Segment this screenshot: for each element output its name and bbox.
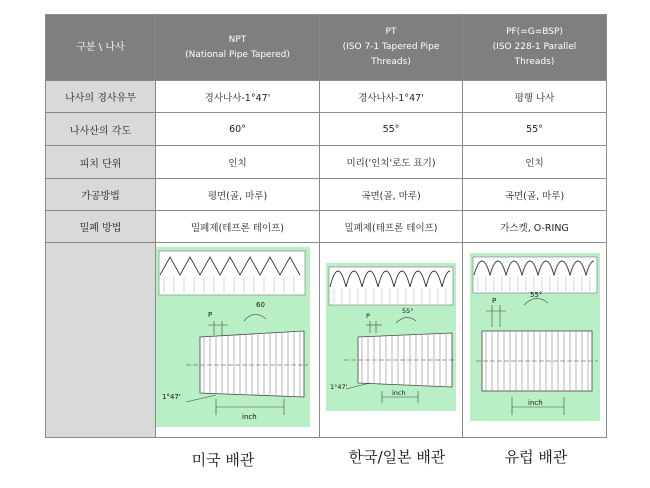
- corner-header: 구분 \ 나사: [46, 15, 156, 81]
- table-row: [46, 113, 607, 146]
- pf-header: [463, 15, 607, 81]
- npt-thread-diagram: [156, 247, 310, 427]
- npt-cell: 경사나사-1°47': [156, 81, 320, 113]
- npt-caption: 미국 배관: [191, 451, 255, 469]
- table-row: [46, 146, 607, 179]
- npt-cell: 밀폐제(테프론 테이프): [156, 211, 320, 243]
- pt-thread-diagram: [326, 263, 456, 411]
- table-row: [46, 81, 607, 113]
- pt-cell: 곡면(골, 마루): [320, 179, 463, 211]
- header-row: [46, 15, 607, 81]
- pt-cell: 밀폐제(테프론 테이프): [320, 211, 463, 243]
- pt-cell: 미리('인치'로도 표기): [320, 146, 463, 179]
- npt-thread-drawing: [156, 247, 310, 427]
- pf-cell: 55°: [463, 113, 607, 146]
- row-label: 나사산의 각도: [46, 113, 156, 146]
- table-row: [46, 211, 607, 243]
- pf-cell: 인치: [463, 146, 607, 179]
- npt-taper-label: 1°47': [162, 393, 181, 401]
- npt-header-subtitle: (National Pipe Tapered): [185, 49, 290, 60]
- npt-angle-label: 60: [256, 301, 265, 309]
- pf-header-subtitle-2: Threads): [514, 57, 555, 67]
- npt-cell: 60°: [156, 113, 320, 146]
- pt-taper-label: 1°47': [330, 383, 348, 391]
- pf-header-subtitle: (ISO 228-1 Parallel: [492, 42, 577, 52]
- pt-header-title: PT: [385, 27, 397, 37]
- pt-length-label: inch: [392, 389, 406, 397]
- pt-cell: 55°: [320, 113, 463, 146]
- pt-header: [320, 15, 463, 81]
- empty-label-cell: [46, 243, 156, 438]
- pt-angle-label: 55°: [402, 307, 414, 315]
- row-label: 밀폐 방법: [46, 211, 156, 243]
- row-label: 나사의 경사유무: [46, 81, 156, 113]
- pf-length-label: inch: [528, 399, 543, 407]
- pt-caption: 한국/일본 배관: [348, 448, 446, 466]
- pt-header-subtitle: (ISO 7-1 Tapered Pipe: [342, 42, 440, 52]
- npt-cell: 평면(골, 마루): [156, 179, 320, 211]
- npt-cell: 인치: [156, 146, 320, 179]
- npt-length-label: inch: [242, 413, 257, 421]
- pf-pitch-label: P: [492, 297, 497, 305]
- npt-pitch-label: P: [208, 311, 213, 319]
- pt-pitch-label: P: [366, 312, 370, 320]
- pf-header-title: PF(=G=BSP): [506, 27, 563, 37]
- row-label: 피치 단위: [46, 146, 156, 179]
- pf-thread-diagram: [470, 253, 600, 421]
- pt-cell: 경사나사-1°47': [320, 81, 463, 113]
- npt-header-title: NPT: [228, 34, 247, 45]
- table-row: [46, 179, 607, 211]
- pf-cell: 평행 나사: [463, 81, 607, 113]
- pf-angle-label: 55°: [530, 291, 543, 299]
- pf-cell: 가스켓, O-RING: [463, 211, 607, 243]
- pf-cell: 곡면(골, 마루): [463, 179, 607, 211]
- row-label: 가공방법: [46, 179, 156, 211]
- pt-header-subtitle-2: Threads): [371, 57, 411, 67]
- pf-thread-drawing: [470, 253, 600, 421]
- pf-caption: 유럽 배관: [504, 448, 568, 466]
- npt-header: [156, 15, 320, 81]
- pt-thread-drawing: [326, 263, 456, 411]
